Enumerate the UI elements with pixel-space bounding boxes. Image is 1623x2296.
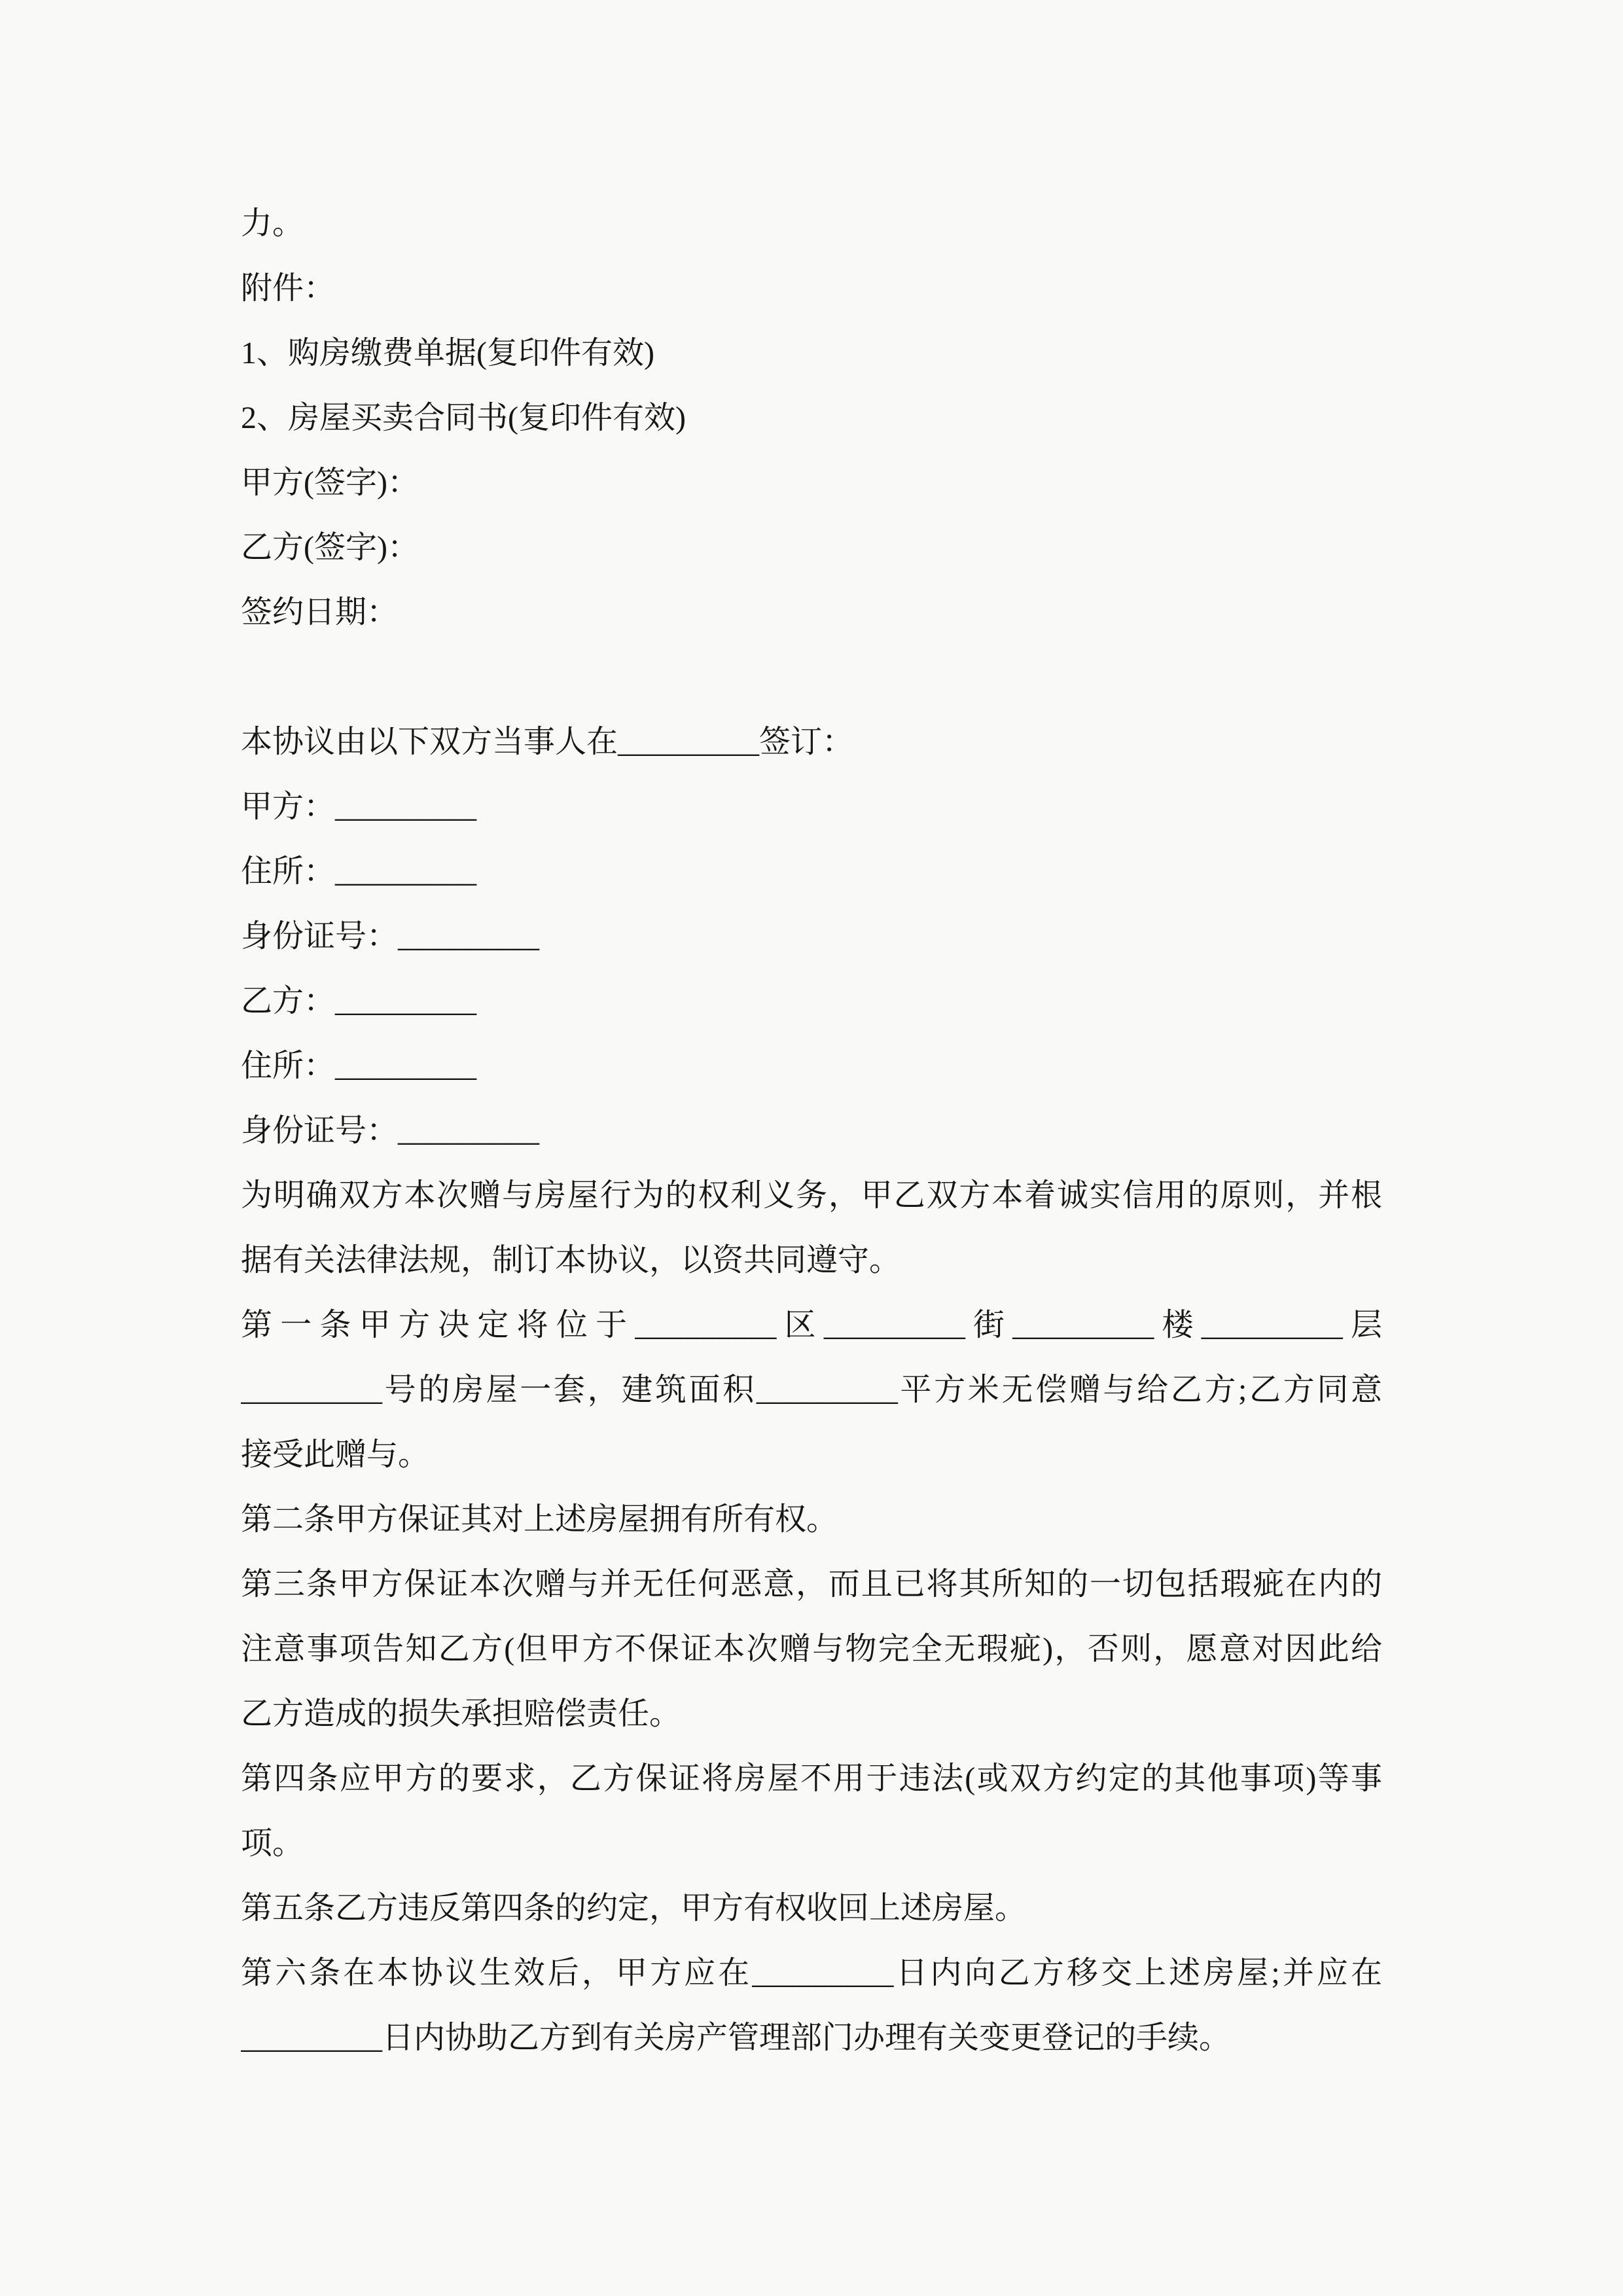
party-a-name-line: 甲方：_________: [241, 789, 477, 824]
party-b-name-line: 乙方：_________: [241, 984, 477, 1018]
article-6-line-2: _________日内协助乙方到有关房产管理部门办理有关变更登记的手续。: [241, 2020, 1231, 2055]
article-3-line-3: 乙方造成的损失承担赔偿责任。: [241, 1696, 681, 1731]
blank-line: [241, 645, 1382, 709]
article-1-line-3: 接受此赠与。: [241, 1437, 430, 1472]
agreement-intro-line: 本协议由以下双方当事人在_________签订：: [241, 725, 854, 759]
preamble-line-2: 据有关法律法规，制订本协议，以资共同遵守。: [241, 1243, 901, 1278]
party-b-signature-label: 乙方(签字)：: [241, 530, 419, 565]
article-3-line-2: 注意事项告知乙方(但甲方不保证本次赠与物完全无瑕疵)，否则，愿意对因此给: [241, 1632, 1382, 1666]
attachments-label: 附件：: [241, 271, 336, 306]
party-a-id-line: 身份证号：_________: [241, 919, 540, 954]
article-4-line-2: 项。: [241, 1826, 304, 1861]
preamble-line-1: 为明确双方本次赠与房屋行为的权利义务，甲乙双方本着诚实信用的原则，并根: [241, 1178, 1382, 1213]
attachment-item-1: 1、购房缴费单据(复印件有效): [241, 336, 654, 370]
party-b-id-line: 身份证号：_________: [241, 1113, 540, 1148]
signing-date-label: 签约日期：: [241, 595, 399, 630]
article-4-line-1: 第四条应甲方的要求，乙方保证将房屋不用于违法(或双方约定的其他事项)等事: [241, 1761, 1382, 1796]
party-a-signature-label: 甲方(签字)：: [241, 465, 419, 500]
article-2-line: 第二条甲方保证其对上述房屋拥有所有权。: [241, 1502, 838, 1537]
party-a-address-line: 住所：_________: [241, 854, 477, 889]
article-3-line-1: 第三条甲方保证本次赠与并无任何恶意，而且已将其所知的一切包括瑕疵在内的: [241, 1567, 1382, 1602]
party-b-address-line: 住所：_________: [241, 1049, 477, 1083]
article-1-line-1: 第一条甲方决定将位于_________区_________街_________楼_________层: [241, 1308, 1382, 1342]
attachment-item-2: 2、房屋买卖合同书(复印件有效): [241, 401, 686, 435]
carryover-text: 力。: [241, 206, 304, 241]
article-5-line: 第五条乙方违反第四条的约定，甲方有权收回上述房屋。: [241, 1891, 1027, 1926]
article-1-line-2: _________号的房屋一套，建筑面积_________平方米无偿赠与给乙方;乙方同意: [241, 1372, 1382, 1407]
article-6-line-1: 第六条在本协议生效后，甲方应在_________日内向乙方移交上述房屋;并应在: [241, 1956, 1382, 1990]
